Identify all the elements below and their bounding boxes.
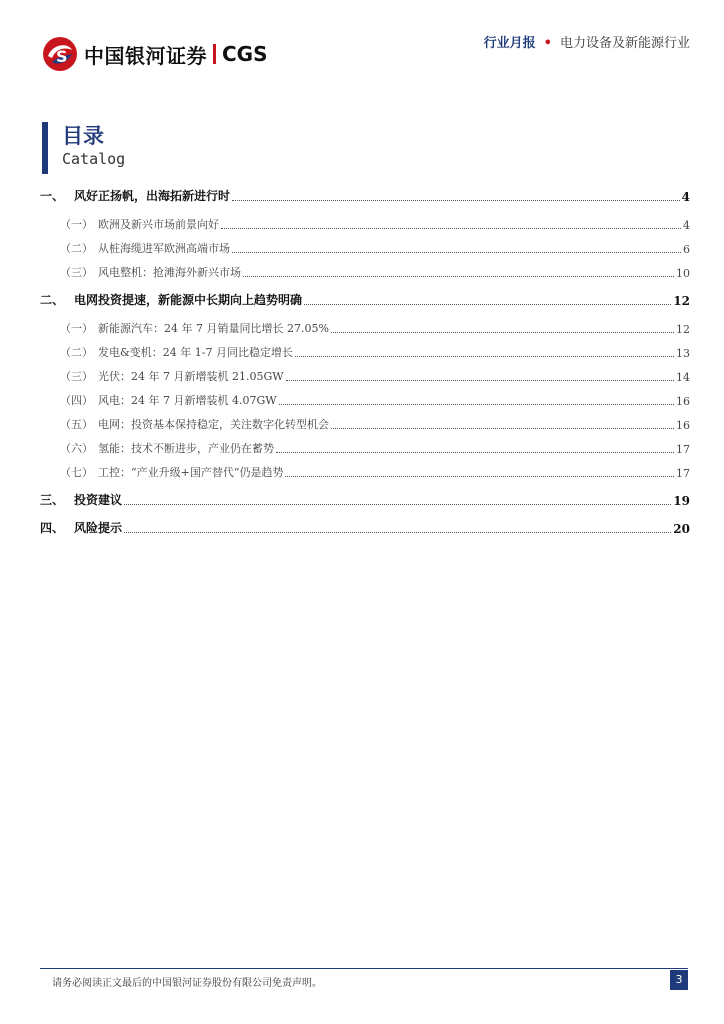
toc-page-number: 16 bbox=[676, 395, 690, 408]
toc-leader-dots bbox=[232, 252, 681, 253]
report-tag: 行业月报 bbox=[483, 36, 536, 51]
toc-title: 风好正扬帆，出海拓新进行时 bbox=[74, 189, 231, 203]
toc-number: 三、 bbox=[40, 493, 65, 507]
toc-subsection[interactable] bbox=[40, 216, 690, 232]
toc-title: 发电&变机：24 年 1-7 月同比稳定增长 bbox=[98, 346, 293, 359]
cgs-logo-icon bbox=[42, 36, 78, 72]
toc-leader-dots bbox=[331, 332, 674, 333]
title-accent-bar bbox=[42, 122, 48, 174]
toc-number: （四） bbox=[60, 394, 93, 407]
toc-subsection[interactable] bbox=[40, 240, 690, 256]
toc-page-number: 6 bbox=[683, 243, 690, 256]
toc-subsection[interactable] bbox=[40, 344, 690, 360]
toc-subsection[interactable] bbox=[40, 416, 690, 432]
toc-title: 电网投资提速，新能源中长期向上趋势明确 bbox=[74, 293, 303, 307]
page-number: 3 bbox=[670, 970, 688, 990]
toc-title: 工控：“产业升级+国产替代”仍是趋势 bbox=[98, 466, 284, 479]
logo-cn-text: 中国银河证券 bbox=[84, 43, 207, 68]
toc-page-number: 14 bbox=[676, 371, 690, 384]
toc-leader-dots bbox=[285, 476, 674, 477]
toc-title: 风险提示 bbox=[74, 521, 123, 535]
toc-number: （二） bbox=[60, 346, 93, 359]
toc-title: 光伏：24 年 7 月新增装机 21.05GW bbox=[98, 370, 284, 383]
toc-leader-dots bbox=[124, 532, 671, 533]
footer-divider bbox=[40, 968, 688, 969]
toc-number: 二、 bbox=[40, 293, 65, 307]
toc-leader-dots bbox=[243, 276, 674, 277]
toc-section[interactable] bbox=[40, 292, 690, 308]
toc-title: 风电：24 年 7 月新增装机 4.07GW bbox=[98, 394, 277, 407]
page-subtitle: Catalog bbox=[62, 150, 126, 168]
logo-en-text: CGS bbox=[222, 42, 268, 66]
logo-divider bbox=[213, 44, 216, 64]
svg-text:S: S bbox=[56, 47, 68, 66]
toc-number: （二） bbox=[60, 242, 93, 255]
toc-section[interactable] bbox=[40, 492, 690, 508]
industry-label: 电力设备及新能源行业 bbox=[559, 36, 690, 51]
toc-title: 风电整机：抢滩海外新兴市场 bbox=[98, 266, 241, 279]
toc-page-number: 17 bbox=[676, 443, 690, 456]
toc-title: 氢能：技术不断进步，产业仍在蓄势 bbox=[98, 442, 274, 455]
toc-leader-dots bbox=[221, 228, 681, 229]
toc-leader-dots bbox=[276, 452, 674, 453]
toc-page-number: 10 bbox=[676, 267, 690, 280]
toc-leader-dots bbox=[286, 380, 674, 381]
toc-leader-dots bbox=[331, 428, 674, 429]
toc-subsection[interactable] bbox=[40, 464, 690, 480]
toc-subsection[interactable] bbox=[40, 264, 690, 280]
toc-number: （三） bbox=[60, 266, 93, 279]
toc-title: 新能源汽车：24 年 7 月销量同比增长 27.05% bbox=[98, 322, 329, 335]
toc-number: （五） bbox=[60, 418, 93, 431]
toc-section[interactable] bbox=[40, 520, 690, 536]
page-header bbox=[0, 0, 724, 80]
company-logo bbox=[42, 36, 268, 72]
toc-leader-dots bbox=[232, 200, 680, 201]
toc-page-number: 4 bbox=[681, 190, 690, 204]
toc-number: （七） bbox=[60, 466, 93, 479]
toc-number: （六） bbox=[60, 442, 93, 455]
toc-number: （三） bbox=[60, 370, 93, 383]
toc-title: 投资建议 bbox=[74, 493, 123, 507]
footer-disclaimer: 请务必阅读正文最后的中国银河证券股份有限公司免责声明。 bbox=[52, 978, 322, 989]
toc-subsection[interactable] bbox=[40, 320, 690, 336]
toc-page-number: 16 bbox=[676, 419, 690, 432]
report-type bbox=[484, 32, 690, 51]
toc-page-number: 12 bbox=[673, 294, 690, 308]
toc-leader-dots bbox=[124, 504, 671, 505]
toc-number: （一） bbox=[60, 322, 93, 335]
toc-leader-dots bbox=[279, 404, 674, 405]
toc-number: 一、 bbox=[40, 189, 65, 203]
toc-leader-dots bbox=[295, 356, 674, 357]
toc-number: （一） bbox=[60, 218, 93, 231]
separator-dot: • bbox=[543, 36, 552, 51]
toc-title: 电网：投资基本保持稳定，关注数字化转型机会 bbox=[98, 418, 329, 431]
toc-page-number: 20 bbox=[673, 522, 690, 536]
toc-page-number: 19 bbox=[673, 494, 690, 508]
toc-subsection[interactable] bbox=[40, 392, 690, 408]
page-title: 目录 bbox=[62, 124, 104, 148]
toc-number: 四、 bbox=[40, 521, 65, 535]
toc-subsection[interactable] bbox=[40, 368, 690, 384]
toc-page-number: 17 bbox=[676, 467, 690, 480]
toc-subsection[interactable] bbox=[40, 440, 690, 456]
toc-page-number: 13 bbox=[676, 347, 690, 360]
toc-page-number: 12 bbox=[676, 323, 690, 336]
toc-page-number: 4 bbox=[683, 219, 690, 232]
toc-title: 欧洲及新兴市场前景向好 bbox=[98, 218, 219, 231]
toc-leader-dots bbox=[304, 304, 671, 305]
toc-section[interactable] bbox=[40, 188, 690, 204]
toc-title: 从桩海缆进军欧洲高端市场 bbox=[98, 242, 230, 255]
